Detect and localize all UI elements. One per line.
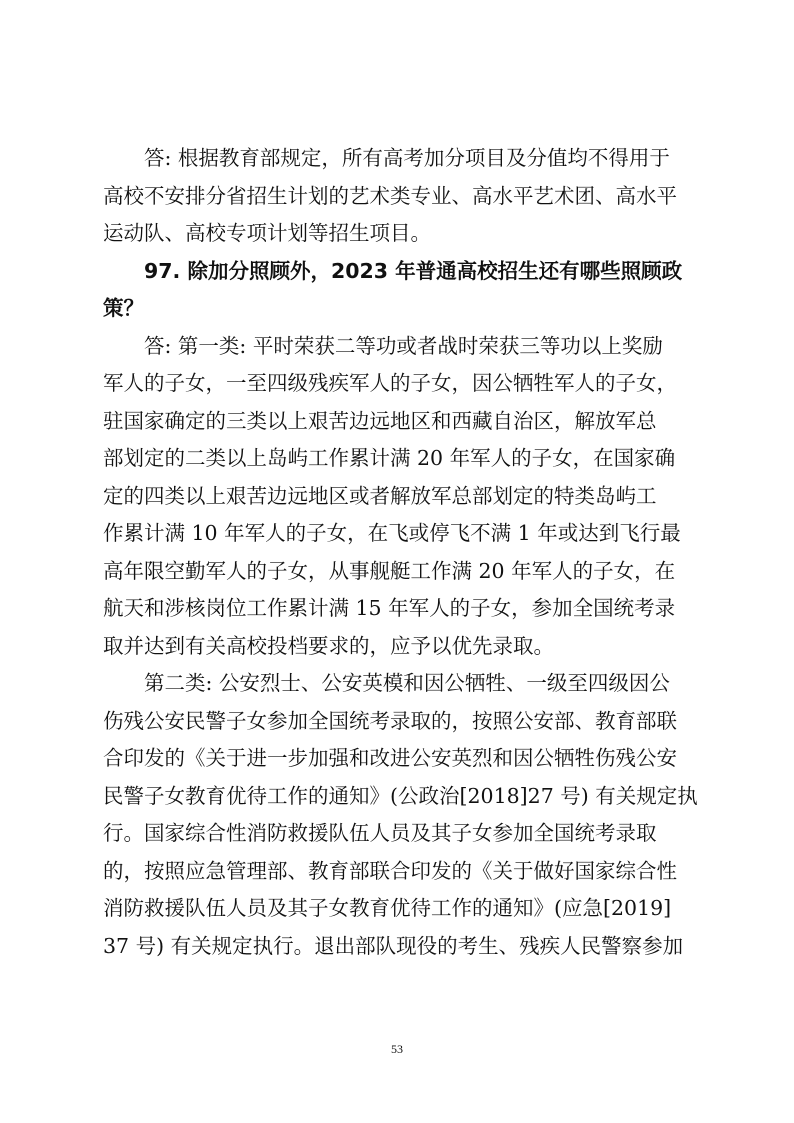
body-text: [103, 140, 698, 965]
paragraph-line: 定的四类以上艰苦边远地区或者解放军总部划定的特类岛屿工: [103, 483, 657, 508]
paragraph-line: 取并达到有关高校投档要求的，应予以优先录取。: [103, 633, 554, 658]
paragraph-line: 运动队、高校专项计划等招生项目。: [103, 221, 431, 245]
paragraph-line: 航天和涉核岗位工作累计满 15 年军人的子女，参加全国统考录: [103, 596, 676, 620]
paragraph-line: 伤残公安民警子女参加全国统考录取的，按照公安部、教育部联: [103, 708, 677, 733]
paragraph-line: 作累计满 10 年军人的子女，在飞或停飞不满 1 年或达到飞行最: [103, 521, 681, 545]
paragraph-line: 高校不安排分省招生计划的艺术类专业、高水平艺术团、高水平: [103, 183, 677, 208]
paragraph-line: 行。国家综合性消防救援队伍人员及其子女参加全国统考录取: [103, 821, 657, 845]
paragraph-line: 驻国家确定的三类以上艰苦边远地区和西藏自治区，解放军总: [103, 408, 657, 433]
paragraph-line: 合印发的《关于进一步加强和改进公安英烈和因公牺牲伤残公安: [103, 746, 677, 770]
paragraph-line: 消防救援队伍人员及其子女教育优待工作的通知》(应急[2019]: [103, 896, 672, 920]
paragraph-line: 高年限空勤军人的子女，从事舰艇工作满 20 年军人的子女，在: [103, 558, 676, 583]
paragraph-line: 民警子女教育优待工作的通知》(公政治[2018]27 号) 有关规定执: [103, 783, 698, 808]
question-heading-line: 策？: [103, 296, 144, 320]
paragraph-line: 37 号) 有关规定执行。退出部队现役的考生、残疾人民警察参加: [103, 933, 684, 958]
paragraph-line: 的，按照应急管理部、教育部联合印发的《关于做好国家综合性: [103, 858, 677, 883]
paragraph-line: 答: 第一类: 平时荣获二等功或者战时荣获三等功以上奖励: [103, 333, 663, 358]
page-number: 53: [391, 1042, 403, 1056]
paragraph-line: 军人的子女，一至四级残疾军人的子女，因公牺牲军人的子女，: [103, 371, 677, 395]
question-heading-line: 97. 除加分照顾外，2023 年普通高校招生还有哪些照顾政: [103, 258, 683, 283]
paragraph-line: 第二类: 公安烈士、公安英模和因公牺牲、一级至四级因公: [103, 671, 670, 695]
paragraph-line: 部划定的二类以上岛屿工作累计满 20 年军人的子女，在国家确: [103, 446, 676, 470]
paragraph-line: 答: 根据教育部规定，所有高考加分项目及分值均不得用于: [103, 146, 670, 170]
